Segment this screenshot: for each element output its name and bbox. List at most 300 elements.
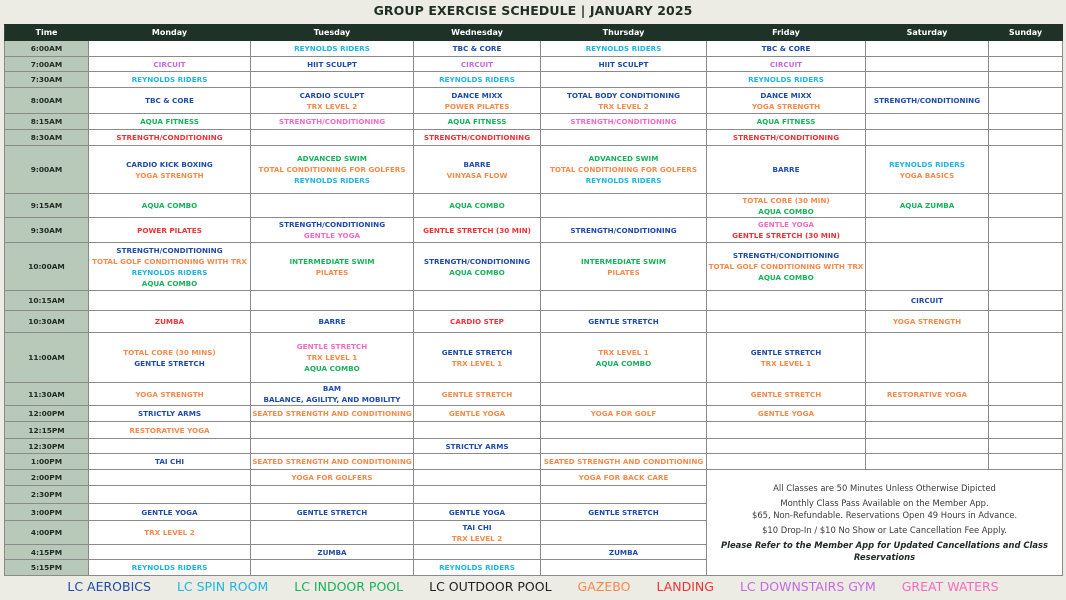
class-cell-wednesday	[414, 311, 541, 333]
class-name: YOGA STRENGTH	[892, 317, 962, 326]
class-name: SEATED STRENGTH AND CONDITIONING	[252, 457, 412, 466]
class-cell-wednesday	[414, 243, 541, 291]
class-cell-saturday	[866, 72, 989, 88]
class-name: ADVANCED SWIM	[588, 154, 659, 163]
class-cell-wednesday	[414, 57, 541, 72]
class-cell-monday	[89, 504, 251, 521]
class-name: RESTORATIVE YOGA	[129, 425, 210, 435]
column-header-time: Time	[5, 25, 89, 41]
class-cell-sunday	[989, 194, 1063, 218]
table-row	[5, 311, 1063, 333]
header-row	[5, 25, 1063, 41]
schedule-table	[4, 24, 1063, 576]
class-name: POWER PILATES	[444, 101, 510, 111]
table-row	[5, 114, 1063, 130]
class-name: YOGA FOR GOLFERS	[291, 473, 373, 482]
class-name: YOGA STRENGTH	[135, 170, 204, 180]
class-name: REYNOLDS RIDERS	[131, 75, 208, 84]
class-name: STRENGTH/CONDITIONING	[116, 245, 223, 255]
legend-item: LC OUTDOOR POOL	[429, 579, 552, 594]
table-row	[5, 41, 1063, 57]
legend-item: LC INDOOR POOL	[294, 579, 404, 594]
class-cell-monday	[89, 218, 251, 243]
class-cell-monday	[89, 454, 251, 470]
class-name: TBC & CORE	[452, 44, 502, 53]
class-cell-sunday	[989, 114, 1063, 130]
class-name: REYNOLDS RIDERS	[585, 44, 662, 53]
class-cell-sunday	[989, 218, 1063, 243]
time-cell: 10:15AM	[5, 291, 89, 311]
class-cell-saturday	[866, 291, 989, 311]
table-row	[5, 130, 1063, 146]
class-cell-thursday	[541, 454, 707, 470]
legend-item: LC DOWNSTAIRS GYM	[739, 579, 876, 594]
class-name: BAM	[322, 384, 342, 393]
class-cell-monday	[89, 486, 251, 504]
class-name: BARRE	[772, 165, 800, 174]
page-title: GROUP EXERCISE SCHEDULE | JANUARY 2025	[373, 3, 693, 18]
class-name: GENTLE YOGA	[757, 220, 815, 229]
class-name: STRENGTH/CONDITIONING	[570, 117, 677, 126]
class-name: TOTAL GOLF CONDITIONING WITH TRX	[92, 256, 247, 266]
class-cell-friday	[707, 114, 866, 130]
class-name: PILATES	[315, 267, 349, 277]
class-cell-tuesday	[251, 560, 414, 576]
class-cell-sunday	[989, 72, 1063, 88]
time-cell: 12:30PM	[5, 439, 89, 454]
class-name: INTERMEDIATE SWIM	[581, 256, 666, 266]
class-cell-sunday	[989, 88, 1063, 114]
class-name: STRENGTH/CONDITIONING	[278, 220, 386, 229]
class-cell-monday	[89, 114, 251, 130]
table-row	[5, 146, 1063, 194]
class-cell-thursday	[541, 130, 707, 146]
class-cell-wednesday	[414, 146, 541, 194]
class-cell-saturday	[866, 57, 989, 72]
class-name: REYNOLDS RIDERS	[294, 44, 370, 53]
class-name: TOTAL CONDITIONING FOR GOLFERS	[549, 165, 697, 174]
class-cell-thursday	[541, 333, 707, 383]
class-name: AQUA COMBO	[595, 358, 652, 368]
class-cell-friday	[707, 383, 866, 406]
class-cell-wednesday	[414, 439, 541, 454]
class-name: TBC & CORE	[145, 96, 194, 105]
class-name: CIRCUIT	[153, 59, 186, 69]
time-cell: 2:30PM	[5, 486, 89, 504]
column-header-monday: Monday	[89, 25, 251, 41]
class-name: CIRCUIT	[460, 59, 494, 69]
class-cell-thursday	[541, 243, 707, 291]
class-name: TRX LEVEL 1	[306, 353, 358, 362]
class-name: TRX LEVEL 1	[598, 347, 649, 357]
class-cell-tuesday	[251, 504, 414, 521]
time-cell: 8:15AM	[5, 114, 89, 130]
class-name: REYNOLDS RIDERS	[439, 563, 515, 572]
table-row	[5, 57, 1063, 72]
class-name: YOGA FOR GOLF	[590, 409, 657, 418]
column-header-friday: Friday	[707, 25, 866, 41]
notes-duration: All Classes are 50 Minutes Unless Otherwise Dipicted	[773, 483, 996, 493]
class-cell-monday	[89, 439, 251, 454]
table-row	[5, 383, 1063, 406]
time-cell: 10:30AM	[5, 311, 89, 333]
class-cell-wednesday	[414, 504, 541, 521]
class-cell-wednesday	[414, 88, 541, 114]
class-cell-tuesday	[251, 194, 414, 218]
legend-item: LC SPIN ROOM	[176, 579, 269, 594]
class-cell-monday	[89, 521, 251, 545]
table-row	[5, 470, 1063, 486]
class-name: TOTAL BODY CONDITIONING	[566, 90, 681, 100]
class-cell-monday	[89, 57, 251, 72]
class-cell-wednesday	[414, 545, 541, 560]
class-cell-tuesday	[251, 383, 414, 406]
class-name: YOGA STRENGTH	[751, 101, 821, 111]
class-cell-thursday	[541, 88, 707, 114]
class-cell-friday	[707, 146, 866, 194]
class-cell-tuesday	[251, 406, 414, 422]
column-header-tuesday: Tuesday	[251, 25, 414, 41]
class-name: AQUA COMBO	[141, 201, 198, 210]
time-cell: 12:15PM	[5, 422, 89, 439]
table-row	[5, 291, 1063, 311]
class-cell-thursday	[541, 114, 707, 130]
class-cell-friday	[707, 243, 866, 291]
schedule-notes	[707, 470, 1063, 576]
class-cell-saturday	[866, 439, 989, 454]
class-name: GENTLE YOGA	[448, 409, 506, 418]
class-cell-tuesday	[251, 72, 414, 88]
column-header-saturday: Saturday	[866, 25, 989, 41]
class-cell-monday	[89, 406, 251, 422]
class-name: GENTLE YOGA	[303, 231, 361, 240]
class-name: STRENGTH/CONDITIONING	[732, 251, 840, 260]
class-name: REYNOLDS RIDERS	[131, 267, 208, 277]
legend-item: GREAT WATERS	[901, 579, 999, 594]
class-cell-sunday	[989, 406, 1063, 422]
class-name: GENTLE STRETCH	[588, 507, 659, 517]
class-cell-tuesday	[251, 291, 414, 311]
time-cell: 3:00PM	[5, 504, 89, 521]
class-name: ZUMBA	[154, 317, 185, 326]
class-name: AQUA FITNESS	[447, 117, 507, 126]
class-name: INTERMEDIATE SWIM	[289, 256, 375, 266]
class-cell-wednesday	[414, 521, 541, 545]
class-cell-wednesday	[414, 291, 541, 311]
class-name: GENTLE STRETCH	[134, 358, 205, 368]
class-name: STRENGTH/CONDITIONING	[570, 225, 677, 235]
class-name: AQUA COMBO	[449, 201, 505, 210]
class-cell-tuesday	[251, 57, 414, 72]
class-cell-friday	[707, 194, 866, 218]
time-cell: 12:00PM	[5, 406, 89, 422]
class-cell-wednesday	[414, 486, 541, 504]
table-row	[5, 194, 1063, 218]
class-name: STRENGTH/CONDITIONING	[423, 133, 531, 142]
class-name: REYNOLDS RIDERS	[889, 159, 965, 169]
class-name: AQUA COMBO	[141, 278, 198, 288]
time-cell: 7:00AM	[5, 57, 89, 72]
class-name: STRENGTH/CONDITIONING	[732, 133, 840, 142]
class-cell-sunday	[989, 422, 1063, 439]
table-row	[5, 218, 1063, 243]
class-cell-friday	[707, 311, 866, 333]
class-name: STRICTLY ARMS	[445, 441, 509, 451]
class-cell-monday	[89, 243, 251, 291]
class-cell-wednesday	[414, 383, 541, 406]
notes-pass-price: $65, Non-Refundable. Reservations Open 49 Hours in Advance.	[751, 510, 1018, 520]
class-cell-sunday	[989, 454, 1063, 470]
class-cell-monday	[89, 130, 251, 146]
class-cell-wednesday	[414, 454, 541, 470]
notes-class-pass: Monthly Class Pass Available on the Member App.	[780, 498, 989, 508]
class-cell-tuesday	[251, 545, 414, 560]
class-cell-thursday	[541, 521, 707, 545]
class-name: BALANCE, AGILITY, AND MOBILITY	[263, 395, 401, 404]
class-name: STRENGTH/CONDITIONING	[423, 256, 531, 266]
class-name: GENTLE STRETCH (30 MIN)	[423, 225, 531, 235]
class-cell-monday	[89, 333, 251, 383]
class-name: GENTLE STRETCH	[588, 317, 659, 326]
class-cell-wednesday	[414, 72, 541, 88]
time-cell: 8:30AM	[5, 130, 89, 146]
class-cell-tuesday	[251, 439, 414, 454]
notes-member-app: Please Refer to the Member App for Updated Cancellations and Class Reservations	[720, 540, 1049, 562]
class-cell-wednesday	[414, 333, 541, 383]
class-cell-monday	[89, 422, 251, 439]
class-cell-sunday	[989, 57, 1063, 72]
class-cell-thursday	[541, 72, 707, 88]
location-legend	[0, 579, 1066, 597]
time-cell: 9:15AM	[5, 194, 89, 218]
table-row	[5, 243, 1063, 291]
class-name: CARDIO SCULPT	[299, 90, 365, 100]
class-cell-friday	[707, 130, 866, 146]
class-cell-sunday	[989, 130, 1063, 146]
class-cell-tuesday	[251, 311, 414, 333]
class-name: TRX LEVEL 1	[760, 358, 812, 368]
class-cell-wednesday	[414, 130, 541, 146]
class-cell-tuesday	[251, 41, 414, 57]
class-cell-thursday	[541, 486, 707, 504]
class-cell-thursday	[541, 146, 707, 194]
class-cell-monday	[89, 72, 251, 88]
class-name: GENTLE STRETCH	[441, 389, 513, 399]
class-name: CARDIO KICK BOXING	[126, 159, 213, 169]
time-cell: 8:00AM	[5, 88, 89, 114]
class-name: TOTAL CORE (30 MIN)	[742, 195, 830, 205]
class-cell-wednesday	[414, 218, 541, 243]
notes-fees: $10 Drop-In / $10 No Show or Late Cancellation Fee Apply.	[762, 525, 1007, 535]
table-row	[5, 72, 1063, 88]
class-cell-thursday	[541, 470, 707, 486]
class-name: GENTLE YOGA	[141, 507, 198, 517]
legend-item: GAZEBO	[577, 579, 631, 594]
time-cell: 6:00AM	[5, 41, 89, 57]
class-cell-monday	[89, 470, 251, 486]
class-name: TBC & CORE	[761, 44, 811, 53]
class-name: ZUMBA	[608, 547, 639, 557]
table-row	[5, 406, 1063, 422]
class-name: TRX LEVEL 2	[144, 528, 195, 537]
class-cell-sunday	[989, 439, 1063, 454]
class-cell-sunday	[989, 291, 1063, 311]
class-name: REYNOLDS RIDERS	[439, 75, 515, 84]
class-cell-tuesday	[251, 333, 414, 383]
class-name: RESTORATIVE YOGA	[886, 389, 968, 399]
class-cell-monday	[89, 194, 251, 218]
class-cell-saturday	[866, 406, 989, 422]
time-cell: 5:15PM	[5, 560, 89, 576]
column-header-sunday: Sunday	[989, 25, 1063, 41]
class-cell-friday	[707, 88, 866, 114]
class-cell-monday	[89, 560, 251, 576]
class-cell-saturday	[866, 454, 989, 470]
class-cell-friday	[707, 422, 866, 439]
class-name: GENTLE STRETCH (30 MIN)	[732, 231, 840, 240]
class-cell-friday	[707, 291, 866, 311]
class-name: DANCE MIXX	[451, 90, 503, 100]
class-name: HIIT SCULPT	[307, 59, 357, 69]
class-cell-sunday	[989, 146, 1063, 194]
class-cell-thursday	[541, 383, 707, 406]
column-header-thursday: Thursday	[541, 25, 707, 41]
class-cell-saturday	[866, 218, 989, 243]
class-cell-saturday	[866, 88, 989, 114]
time-cell: 4:00PM	[5, 521, 89, 545]
class-cell-tuesday	[251, 243, 414, 291]
class-cell-tuesday	[251, 486, 414, 504]
class-cell-saturday	[866, 311, 989, 333]
class-cell-sunday	[989, 243, 1063, 291]
class-name: TAI CHI	[154, 457, 185, 466]
class-name: GENTLE STRETCH	[296, 507, 368, 517]
class-cell-saturday	[866, 422, 989, 439]
class-name: CIRCUIT	[910, 296, 944, 305]
class-cell-monday	[89, 383, 251, 406]
column-header-wednesday: Wednesday	[414, 25, 541, 41]
class-cell-thursday	[541, 560, 707, 576]
time-cell: 11:30AM	[5, 383, 89, 406]
class-name: TAI CHI	[462, 522, 492, 532]
class-cell-thursday	[541, 406, 707, 422]
class-cell-monday	[89, 41, 251, 57]
class-name: AQUA FITNESS	[140, 117, 199, 126]
class-name: ADVANCED SWIM	[297, 154, 367, 163]
class-cell-thursday	[541, 41, 707, 57]
class-name: GENTLE STRETCH	[750, 347, 822, 357]
class-name: REYNOLDS RIDERS	[294, 176, 370, 185]
table-row	[5, 454, 1063, 470]
class-name: DANCE MIXX	[760, 90, 812, 100]
class-name: SEATED STRENGTH AND CONDITIONING	[252, 409, 412, 418]
class-cell-friday	[707, 72, 866, 88]
class-name: HIIT SCULPT	[598, 59, 649, 69]
class-name: YOGA FOR BACK CARE	[578, 473, 669, 482]
class-name: STRICTLY ARMS	[137, 409, 202, 418]
class-cell-tuesday	[251, 422, 414, 439]
class-name: REYNOLDS RIDERS	[131, 563, 208, 572]
legend-item: LC AEROBICS	[67, 579, 151, 594]
class-cell-friday	[707, 406, 866, 422]
class-cell-tuesday	[251, 218, 414, 243]
class-cell-friday	[707, 57, 866, 72]
class-cell-thursday	[541, 194, 707, 218]
class-cell-sunday	[989, 333, 1063, 383]
class-cell-saturday	[866, 243, 989, 291]
time-cell: 1:00PM	[5, 454, 89, 470]
class-name: AQUA COMBO	[758, 273, 814, 282]
time-cell: 9:00AM	[5, 146, 89, 194]
class-name: TRX LEVEL 1	[451, 358, 503, 368]
class-cell-friday	[707, 454, 866, 470]
class-cell-saturday	[866, 383, 989, 406]
class-cell-saturday	[866, 194, 989, 218]
class-name: CARDIO STEP	[450, 317, 504, 326]
class-name: SEATED STRENGTH AND CONDITIONING	[543, 457, 704, 466]
class-cell-saturday	[866, 114, 989, 130]
table-row	[5, 333, 1063, 383]
class-name: VINYASA FLOW	[446, 170, 508, 180]
class-cell-tuesday	[251, 454, 414, 470]
class-cell-sunday	[989, 41, 1063, 57]
class-name: GENTLE YOGA	[448, 507, 506, 517]
class-cell-wednesday	[414, 560, 541, 576]
class-cell-monday	[89, 88, 251, 114]
time-cell: 2:00PM	[5, 470, 89, 486]
class-cell-thursday	[541, 291, 707, 311]
class-cell-saturday	[866, 333, 989, 383]
class-cell-tuesday	[251, 130, 414, 146]
class-cell-friday	[707, 439, 866, 454]
class-name: BARRE	[318, 317, 346, 326]
class-cell-monday	[89, 146, 251, 194]
class-cell-thursday	[541, 218, 707, 243]
class-cell-wednesday	[414, 422, 541, 439]
class-name: YOGA STRENGTH	[135, 389, 204, 399]
class-name: REYNOLDS RIDERS	[748, 75, 824, 84]
class-name: GENTLE STRETCH	[296, 342, 368, 351]
table-row	[5, 422, 1063, 439]
class-name: AQUA COMBO	[449, 267, 505, 277]
class-cell-thursday	[541, 57, 707, 72]
class-name: GENTLE STRETCH	[441, 347, 513, 357]
class-cell-friday	[707, 218, 866, 243]
class-name: YOGA BASICS	[899, 170, 955, 180]
class-name: TOTAL CONDITIONING FOR GOLFERS	[258, 165, 406, 174]
schedule-body	[5, 41, 1063, 576]
class-cell-friday	[707, 41, 866, 57]
class-name: GENTLE YOGA	[757, 409, 815, 418]
time-cell: 10:00AM	[5, 243, 89, 291]
legend-item: LANDING	[656, 579, 714, 594]
class-cell-tuesday	[251, 146, 414, 194]
class-name: STRENGTH/CONDITIONING	[873, 96, 981, 105]
class-cell-sunday	[989, 383, 1063, 406]
class-cell-thursday	[541, 545, 707, 560]
class-name: ZUMBA	[317, 547, 347, 557]
class-cell-tuesday	[251, 470, 414, 486]
class-cell-tuesday	[251, 521, 414, 545]
time-cell: 9:30AM	[5, 218, 89, 243]
time-cell: 4:15PM	[5, 545, 89, 560]
class-name: CIRCUIT	[769, 59, 803, 69]
class-cell-thursday	[541, 504, 707, 521]
class-cell-wednesday	[414, 194, 541, 218]
class-cell-monday	[89, 311, 251, 333]
class-cell-saturday	[866, 146, 989, 194]
class-name: TRX LEVEL 2	[598, 101, 649, 111]
